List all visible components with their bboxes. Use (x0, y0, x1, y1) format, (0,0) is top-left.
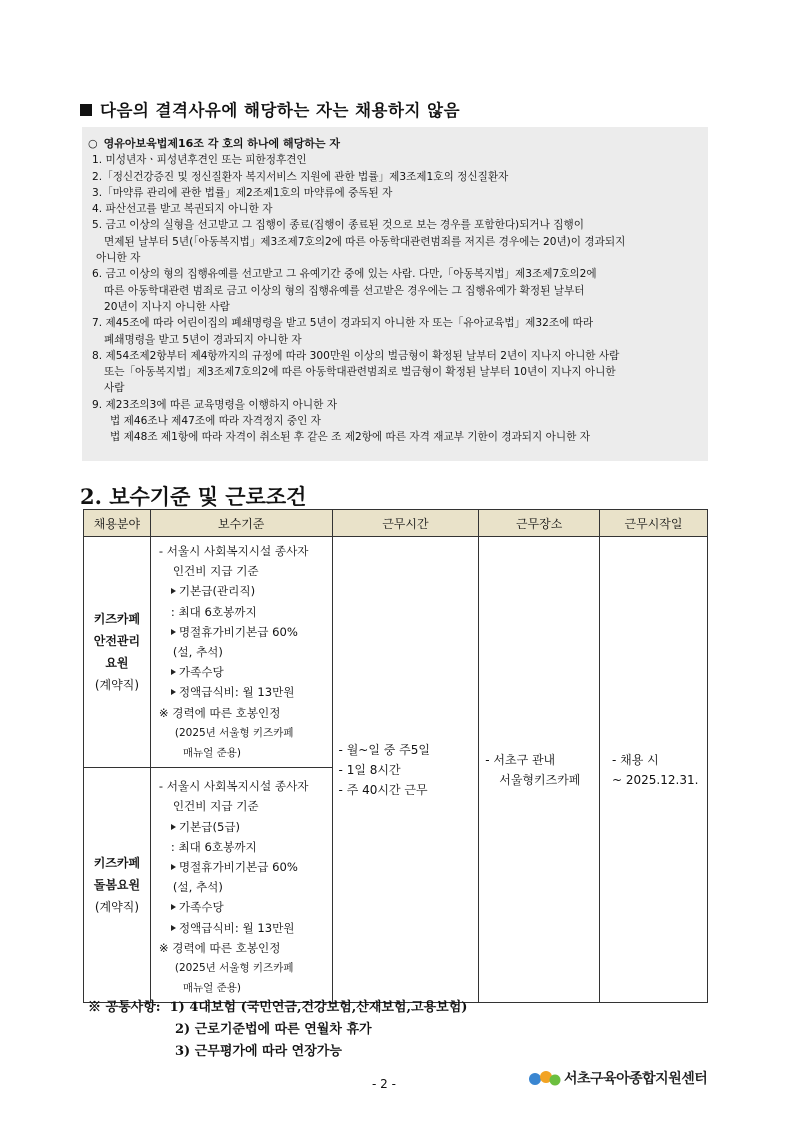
triangle-bullet-icon (171, 689, 176, 695)
pay-line-text: 정액급식비: 월 13만원 (178, 685, 295, 700)
triangle-bullet-icon (171, 904, 176, 910)
pay-line: (설, 추석) (172, 880, 223, 895)
pay-cell-care (150, 768, 332, 1003)
note-item: 2) 근로기준법에 따른 연월차 휴가 (175, 1022, 372, 1037)
header-work-place: 근무장소 (479, 510, 600, 537)
circle-bullet-icon: ○ (88, 137, 98, 150)
pay-line (159, 682, 326, 702)
work-place-line: - 서초구 관내 (485, 752, 556, 767)
pay-line (159, 817, 326, 837)
pay-line-text: 명절휴가비기본급 60% (178, 624, 298, 639)
pay-line-text: 기본급(5급) (178, 819, 241, 834)
header-field: 채용분야 (84, 510, 151, 537)
pay-cell-safety (150, 537, 332, 768)
pay-line (159, 857, 326, 877)
start-date-line: - 채용 시 (612, 752, 659, 767)
role-name: 키즈카페 (93, 612, 141, 627)
note-row (88, 997, 467, 1019)
pay-line: : 최대 6호봉까지 (170, 604, 257, 619)
pay-line: 매뉴얼 준용) (182, 747, 242, 760)
list-item: 4. 파산선고를 받고 복권되지 아니한 자 (92, 203, 273, 216)
header-work-time: 근무시간 (332, 510, 479, 537)
header-start-date: 근무시작일 (600, 510, 708, 537)
list-item: 3.「마약류 관리에 관한 법률」제2조제1호의 마약류에 중독된 자 (92, 186, 393, 199)
list-item-continuation: 폐쇄명령을 받고 5년이 경과되지 아니한 자 (104, 333, 302, 346)
pay-line-text: 정액급식비: 월 13만원 (178, 920, 295, 935)
role-name: 요원 (105, 656, 129, 671)
pay-line (159, 918, 326, 938)
list-item-continuation: 사람 (104, 382, 125, 395)
note-item: 3) 근무평가에 따라 연장가능 (175, 1044, 342, 1059)
role-safety (84, 537, 151, 768)
role-type: (계약직) (94, 900, 139, 915)
pay-line: : 최대 6호봉까지 (170, 839, 257, 854)
role-name: 키즈카페 (93, 856, 141, 871)
list-item: 7. 제45조에 따라 어린이집의 폐쇄명령을 받고 5년이 경과되지 아니한 자 또는「유아교육법」제32조에 따라 (92, 317, 594, 330)
pay-line (159, 622, 326, 642)
list-item-continuation: 20년이 지나지 아니한 사람 (104, 300, 230, 313)
pay-line: ※ 경력에 따른 호봉인정 (158, 940, 281, 955)
list-item: 6. 금고 이상의 형의 집행유예를 선고받고 그 유예기간 중에 있는 사람. 다만,「아동복지법」제3조제7호의2에 (92, 268, 597, 281)
common-notes (88, 997, 467, 1063)
triangle-bullet-icon (171, 864, 176, 870)
triangle-bullet-icon (171, 588, 176, 594)
pay-line: (설, 추석) (172, 645, 223, 660)
triangle-bullet-icon (171, 925, 176, 931)
list-item-continuation: 법 제48조 제1항에 따라 자격이 취소된 후 같은 조 제2항에 따른 자격 재교부 기한이 경과되지 아니한 자 (110, 431, 590, 444)
start-date-line: ~ 2025.12.31. (612, 772, 699, 787)
list-item-continuation: 따른 아동학대관련 범죄로 금고 이상의 형의 집행유예를 선고받은 경우에는 그 집행유예가 확정된 날부터 (104, 284, 585, 297)
work-time-cell (332, 537, 479, 1003)
box-title-text: 영유아보육법제16조 각 호의 하나에 해당하는 자 (103, 137, 340, 150)
pay-line (159, 581, 326, 601)
pay-line: 인건비 지급 기준 (172, 799, 259, 814)
role-care (84, 768, 151, 1003)
triangle-bullet-icon (171, 629, 176, 635)
page-number: - 2 - (372, 1077, 396, 1091)
pay-conditions-table (83, 509, 708, 1003)
note-item: 1) 4대보험 (국민연금,건강보험,산재보험,고용보험) (169, 1000, 468, 1015)
table-row (84, 537, 708, 768)
work-time-line: - 주 40시간 근무 (338, 782, 428, 797)
role-name: 안전관리 (93, 634, 141, 649)
pay-line-text: 기본급(관리직) (178, 584, 256, 599)
work-place-line: 서울형키즈카페 (499, 772, 581, 787)
pay-line (159, 662, 326, 682)
section-heading-disqualification (80, 97, 460, 121)
list-item-continuation: 또는「아동복지법」제3조제7호의2에 따른 아동학대관련범죄로 벌금형이 확정된 날부터 10년이 지나지 아니한 (104, 366, 616, 379)
work-time-line: - 1일 8시간 (338, 762, 401, 777)
section-heading-pay-conditions: 2. 보수기준 및 근로조건 (80, 484, 307, 509)
center-logo-text: 서초구육아종합지원센터 (564, 1071, 708, 1087)
role-name: 돌봄요원 (93, 878, 141, 893)
pay-line: - 서울시 사회복지시설 종사자 (158, 544, 309, 558)
pay-line: 인건비 지급 기준 (172, 564, 259, 579)
list-item-continuation: 아니한 자 (96, 252, 141, 265)
work-time-line: - 월~일 중 주5일 (338, 742, 430, 757)
center-logo-icon (528, 1068, 562, 1088)
box-title (88, 136, 702, 152)
list-item: 8. 제54조제2항부터 제4항까지의 규정에 따라 300만원 이상의 벌금형이 확정된 날부터 2년이 지나지 아니한 사람 (92, 349, 620, 362)
pay-line: ※ 경력에 따른 호봉인정 (158, 705, 281, 720)
triangle-bullet-icon (171, 669, 176, 675)
pay-line: (2025년 서울형 키즈카페 (174, 962, 294, 975)
pay-line (159, 897, 326, 917)
list-item: 5. 금고 이상의 실형을 선고받고 그 집행이 종료(집행이 종료된 것으로 보는 경우를 포함한다)되거나 집행이 (92, 219, 584, 232)
triangle-bullet-icon (171, 824, 176, 830)
list-item: 9. 제23조의3에 따른 교육명령을 이행하지 아니한 자 (92, 398, 337, 411)
pay-line-text: 가족수당 (178, 900, 224, 915)
role-type: (계약직) (94, 678, 139, 693)
start-date-cell (600, 537, 708, 1003)
pay-line: (2025년 서울형 키즈카페 (174, 726, 294, 739)
pay-line: 매뉴얼 준용) (182, 982, 242, 995)
pay-line: - 서울시 사회복지시설 종사자 (158, 779, 309, 794)
list-item-continuation: 법 제46조나 제47조에 따라 자격정지 중인 자 (110, 415, 321, 428)
work-place-cell (479, 537, 600, 1003)
center-logo (528, 1068, 707, 1088)
pay-line-text: 명절휴가비기본급 60% (178, 860, 298, 875)
list-item: 1. 미성년자ㆍ피성년후견인 또는 피한정후견인 (92, 154, 307, 167)
heading-text: 다음의 결격사유에 해당하는 자는 채용하지 않음 (100, 101, 461, 120)
disqualification-box (82, 127, 708, 461)
table-header-row (84, 510, 708, 537)
header-pay: 보수기준 (150, 510, 332, 537)
list-item: 2.「정신건강증진 및 정신질환자 복지서비스 지원에 관한 법률」제3조제1호의 정신질환자 (92, 170, 509, 183)
pay-line-text: 가족수당 (178, 665, 224, 680)
notes-label: ※ 공통사항: (88, 1000, 161, 1015)
list-item-continuation: 면제된 날부터 5년(「아동복지법」제3조제7호의2에 따른 아동학대관련범죄를 저지른 경우에는 20년)이 경과되지 (104, 235, 626, 248)
square-bullet-icon (80, 104, 92, 116)
